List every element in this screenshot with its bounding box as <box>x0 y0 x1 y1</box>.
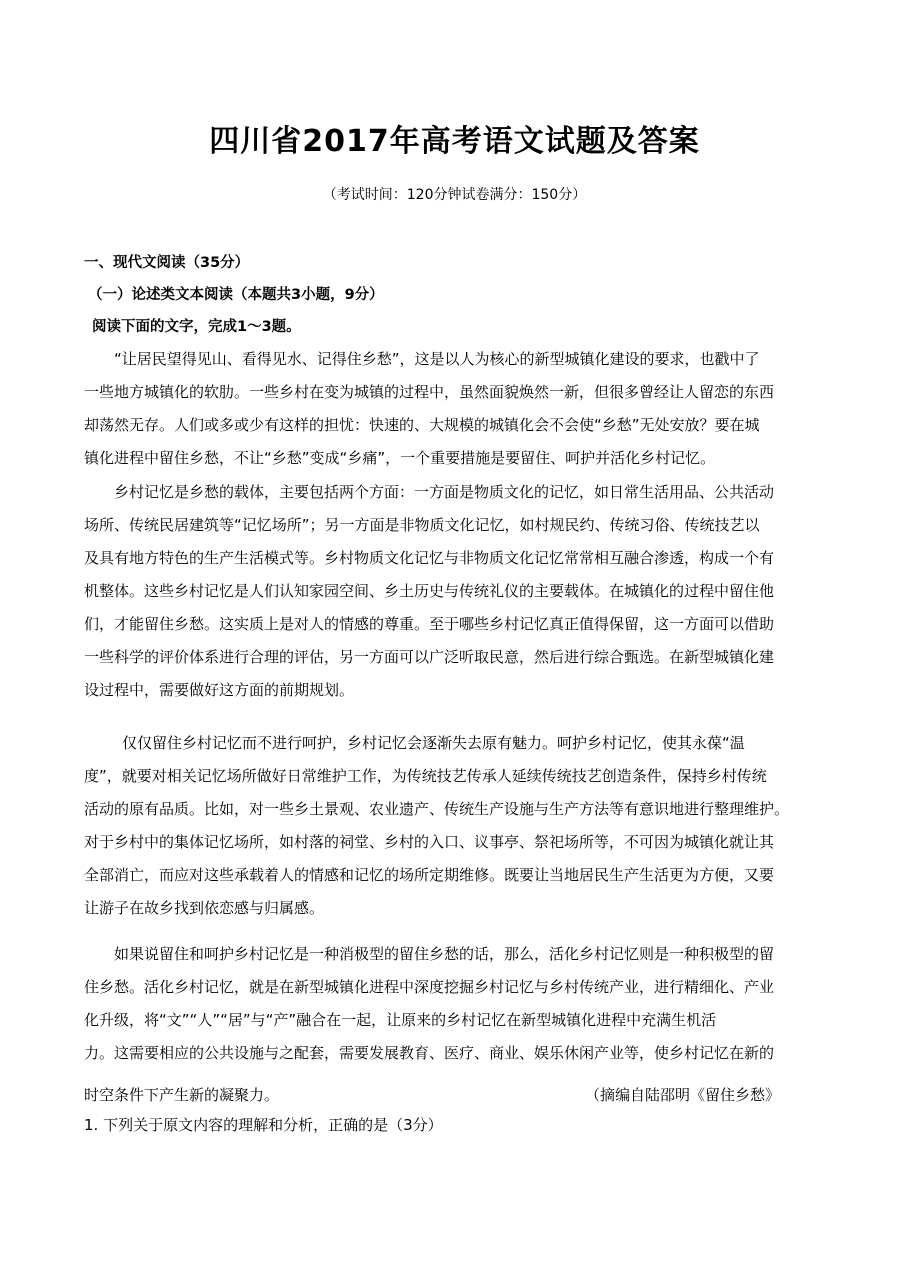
paragraph-line: 乡村记忆是乡愁的载体，主要包括两个方面：一方面是物质文化的记忆，如日常生活用品、公共活动 <box>114 483 775 501</box>
paragraph-line: 化升级，将“文”“人”“居”与“产”融合在一起，让原来的乡村记忆在新型城镇化进程中充满生机活 <box>84 1011 717 1029</box>
subsection-heading: （一）论述类文本阅读（本题共3小题，9分） <box>88 287 384 303</box>
paragraph-line: 住乡愁。活化乡村记忆，就是在新型城镇化进程中深度挖掘乡村记忆与乡村传统产业，进行精细化、产业 <box>84 978 775 996</box>
source-citation: （摘编自陆邵明《留住乡愁》 <box>585 1086 781 1104</box>
paragraph-line: 一些地方城镇化的软肋。一些乡村在变为城镇的过程中，虽然面貌焕然一新，但很多曾经让人留恋的东西 <box>84 383 775 401</box>
paragraph-line: “让居民望得见山、看得见水、记得住乡愁”，这是以人为核心的新型城镇化建设的要求，也戳中了 <box>114 350 760 368</box>
paragraph-line: 时空条件下产生新的凝聚力。 <box>84 1086 280 1104</box>
paragraph-line: 如果说留住和呵护乡村记忆是一种消极型的留住乡愁的话，那么，活化乡村记忆则是一种积极型的留 <box>114 945 775 963</box>
paragraph-line: 及具有地方特色的生产生活模式等。乡村物质文化记忆与非物质文化记忆常常相互融合渗透，构成一个有 <box>84 549 775 567</box>
exam-info: （考试时间：120分钟试卷满分：150分） <box>322 187 587 203</box>
paragraph-line: 让游子在故乡找到依恋感与归属感。 <box>84 899 325 917</box>
paragraph-line: 仅仅留住乡村记忆而不进行呵护，乡村记忆会逐渐失去原有魅力。呵护乡村记忆，使其永葆“温 <box>122 734 745 752</box>
paragraph-line: 度”，就要对相关记忆场所做好日常维护工作，为传统技艺传承人延续传统技艺创造条件，保持乡村传统 <box>84 767 767 785</box>
section-heading: 一、现代文阅读（35分） <box>84 255 250 271</box>
paragraph-line: 们，才能留住乡愁。这实质上是对人的情感的尊重。至于哪些乡村记忆真正值得保留，这一方面可以借助 <box>84 615 775 633</box>
paragraph-line: 场所、传统民居建筑等“记忆场所”；另一方面是非物质文化记忆，如村规民约、传统习俗、传统技艺以 <box>84 516 760 534</box>
paragraph-line: 设过程中，需要做好这方面的前期规划。 <box>84 681 355 699</box>
paragraph-line: 一些科学的评价体系进行合理的评估，另一方面可以广泛听取民意，然后进行综合甄选。在新型城镇化建 <box>84 648 775 666</box>
document-title: 四川省2017年高考语文试题及答案 <box>209 124 700 159</box>
paragraph-line: 对于乡村中的集体记忆场所，如村落的祠堂、乡村的入口、议事亭、祭祀场所等，不可因为城镇化就让其 <box>84 833 775 851</box>
reading-instruction: 阅读下面的文字，完成1～3题。 <box>92 319 301 335</box>
paragraph-line: 机整体。这些乡村记忆是人们认知家园空间、乡土历史与传统礼仪的主要载体。在城镇化的过程中留住他 <box>84 582 775 600</box>
question-1: 1. 下列关于原文内容的理解和分析，正确的是（3分） <box>84 1116 443 1134</box>
paragraph-line: 镇化进程中留住乡愁，不让“乡愁”变成“乡痛”，一个重要措施是要留住、呵护并活化乡村记忆。 <box>84 449 716 467</box>
paragraph-line: 活动的原有品质。比如，对一些乡土景观、农业遗产、传统生产设施与生产方法等有意识地进行整理维护。 <box>84 800 790 818</box>
paragraph-line: 全部消亡，而应对这些承载着人的情感和记忆的场所定期维修。既要让当地居民生产生活更为方便，又要 <box>84 866 775 884</box>
paragraph-line: 却荡然无存。人们或多或少有这样的担忧：快速的、大规模的城镇化会不会使“乡愁”无处安放？要在城 <box>84 416 760 434</box>
paragraph-line: 力。这需要相应的公共设施与之配套，需要发展教育、医疗、商业、娱乐休闲产业等，使乡村记忆在新的 <box>84 1044 775 1062</box>
